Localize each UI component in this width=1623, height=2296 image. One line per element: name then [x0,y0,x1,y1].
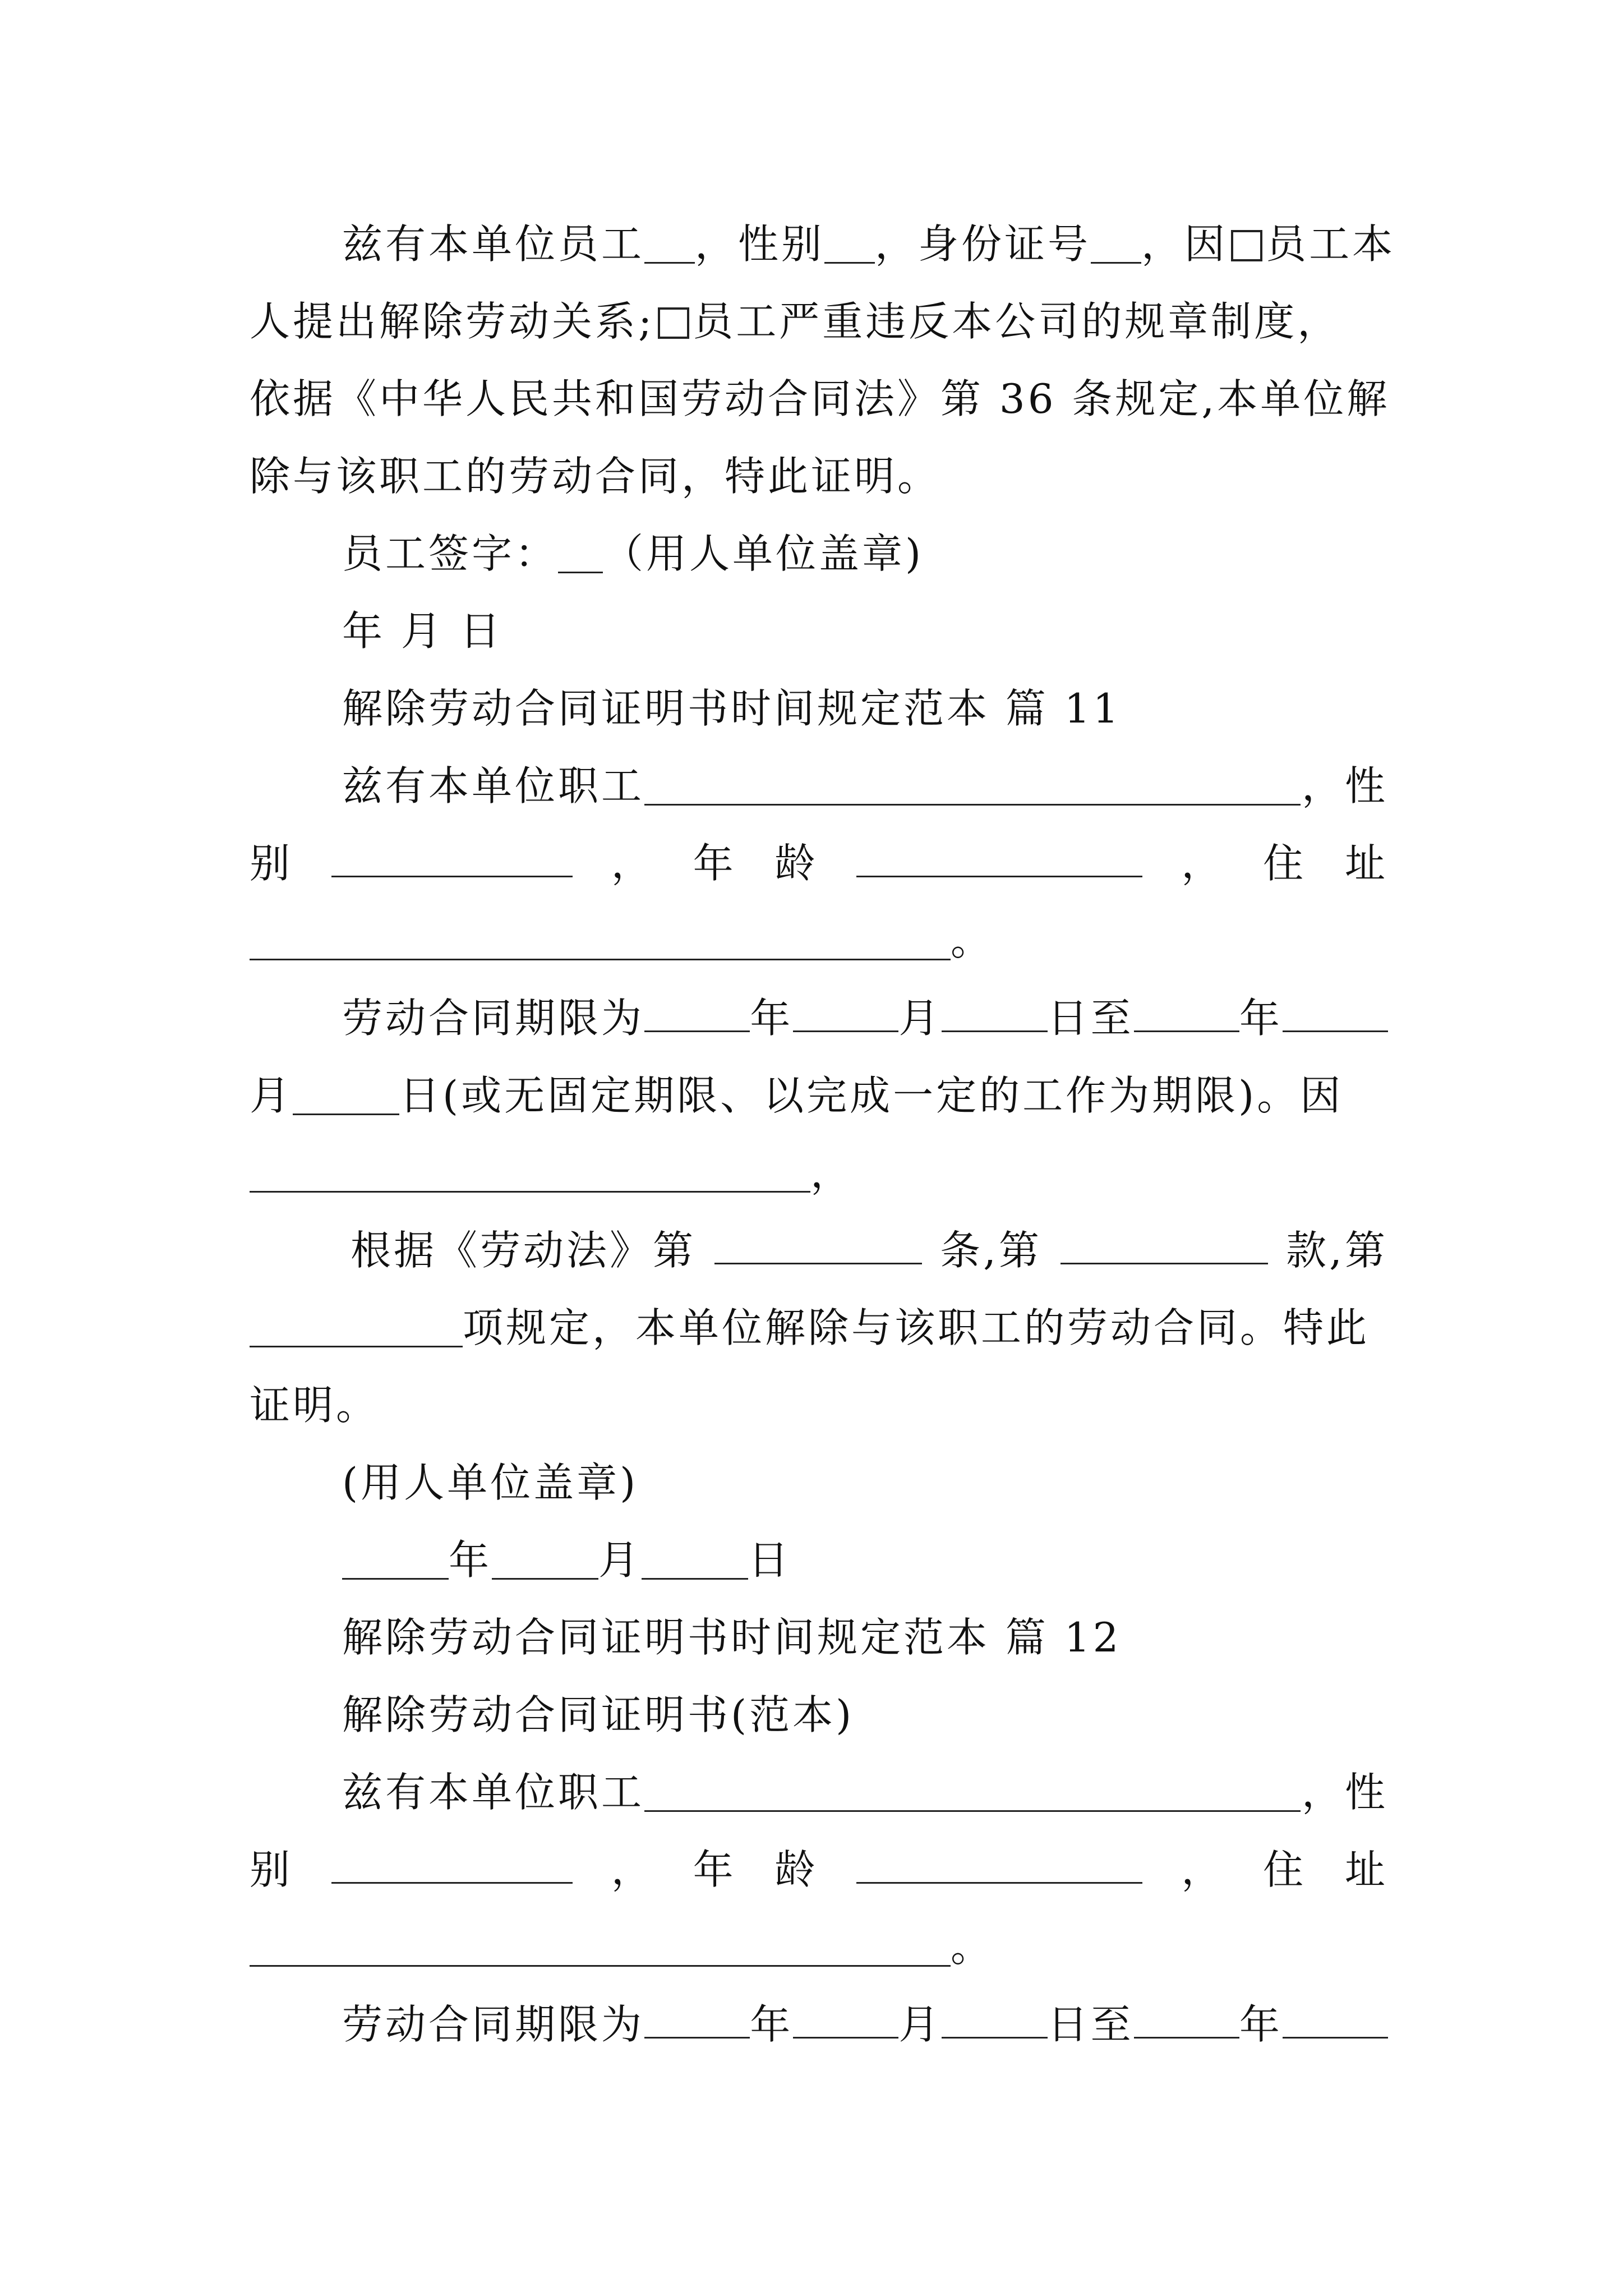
signature-line [342,523,1388,585]
text: 月 [598,1536,642,1584]
paragraph-line [351,1220,1388,1281]
text: ，身份证号 [875,220,1091,268]
blank-gender [824,220,875,264]
document-subtitle: 解除劳动合同证明书(范本) [342,1691,855,1738]
text: 址 [1344,1846,1388,1893]
text: 别 [250,840,293,887]
blank-start-month [793,989,898,1032]
blank-start-month [793,1995,898,2039]
text: 。 [951,1924,994,1971]
blank-year [342,1536,449,1580]
text: 项规定，本单位解除与该职工的劳动合同。特此 [463,1304,1370,1351]
text: 日 [748,1536,792,1584]
text: 。 [951,917,994,964]
text: ， [1181,1846,1225,1893]
paragraph-line [250,1065,1388,1126]
blank-end-year [1134,1995,1239,2039]
text: 员工签字： [342,530,559,577]
text: ，性 [1301,762,1388,809]
text: 年 [449,1536,492,1584]
text: 月 [250,1072,293,1119]
blank-id-number [1091,220,1141,264]
checkbox-icon [658,307,689,339]
text: 员工本 [1266,220,1396,268]
text: 兹有本单位职工 [342,762,645,809]
text: 兹有本单位职工 [342,1769,645,1816]
blank-employee-name [644,762,1301,806]
text: 年 [693,840,736,887]
seal-line: (用人单位盖章) [342,1459,639,1506]
text: 址 [1344,840,1388,887]
blank-clause [1061,1221,1268,1264]
blank-day [642,1536,748,1580]
text: 日至 [1047,2001,1134,2048]
blank-month [492,1536,598,1580]
section-heading: 解除劳动合同证明书时间规定范本 篇 12 [342,1614,1122,1661]
blank-age [856,834,1142,877]
blank-start-day [942,1995,1047,2039]
text: ， [611,1846,654,1893]
blank-end-month [1283,989,1388,1032]
blank-start-day [942,989,1047,1032]
text: 条,第 [940,1227,1042,1274]
paragraph-line [250,1142,1388,1204]
blank-address [250,1924,951,1967]
text: 款,第 [1286,1227,1388,1274]
blank-reason [250,1149,810,1193]
text: 兹有本单位员工 [342,220,645,268]
text: 劳动合同期限为 [342,995,645,1042]
blank-name [644,220,695,264]
paragraph-line [250,1297,1388,1359]
text: 月 [898,995,942,1042]
blank-age [856,1841,1142,1884]
text: 日(或无固定期限、以完成一定的工作为期限)。因 [399,1072,1344,1119]
text: 住 [1263,1846,1307,1893]
blank-end-month [1283,1995,1388,2039]
paragraph-line [250,291,1388,352]
text: 龄 [774,840,818,887]
date-line [342,1529,1388,1591]
blank-gender [331,1841,573,1884]
text: ， [810,1149,854,1197]
blank-article [714,1221,922,1264]
date-line: 年 月 日 [342,608,503,655]
paragraph-line [342,755,1388,817]
paragraph-line [250,910,1388,972]
paragraph-line: 依据《中华人民共和国劳动合同法》第 36 条规定,本单位解 [250,375,1390,422]
checkbox-icon [1231,230,1262,261]
blank-start-year [644,989,750,1032]
text: 日至 [1047,995,1134,1042]
text: ，因 [1141,220,1228,268]
text: ， [611,840,654,887]
text: 龄 [774,1846,818,1893]
text: 人提出解除劳动关系; [250,298,655,345]
paragraph-line [342,987,1388,1049]
paragraph-line: 除与该职工的劳动合同，特此证明。 [250,453,941,500]
text: 住 [1263,840,1307,887]
paragraph-line: 证明。 [250,1382,380,1429]
paragraph-line [250,1839,1388,1901]
paragraph-line [342,1761,1388,1823]
blank-address [250,917,951,960]
text: 年 [750,2001,794,2048]
blank-employee-name [644,1769,1301,1812]
blank-end-day [293,1072,399,1115]
paragraph-line [342,1994,1388,2055]
text: ，性别 [695,220,825,268]
blank-gender [331,834,573,877]
text: 年 [693,1846,736,1893]
paragraph-line [250,832,1388,894]
paragraph-line [250,1916,1388,1978]
blank-start-year [644,1995,750,2039]
text: 员工严重违反本公司的规章制度， [693,298,1341,345]
text: 年 [1239,2001,1283,2048]
blank-end-year [1134,989,1239,1032]
text: （用人单位盖章) [603,530,924,577]
text: 别 [250,1846,293,1893]
text: 年 [750,995,794,1042]
text: 年 [1239,995,1283,1042]
text: 月 [898,2001,942,2048]
text: 劳动合同期限为 [342,2001,645,2048]
text: ，性 [1301,1769,1388,1816]
section-heading: 解除劳动合同证明书时间规定范本 篇 11 [342,685,1122,732]
paragraph-line [342,213,1396,275]
blank-signature [558,530,603,573]
text: 根据《劳动法》第 [351,1227,697,1274]
text: ， [1181,840,1225,887]
blank-item [250,1304,463,1347]
